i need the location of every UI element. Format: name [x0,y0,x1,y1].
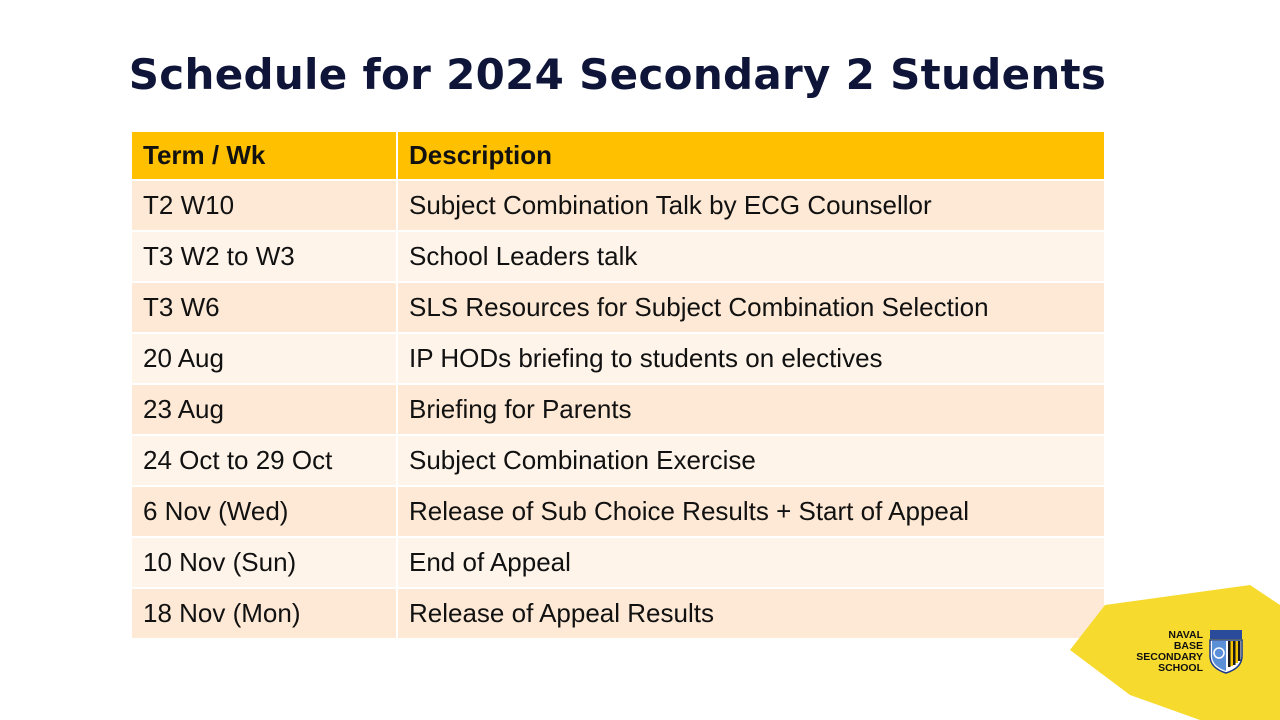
header-description: Description [397,131,1105,180]
cell-when: 23 Aug [131,384,397,435]
schedule-table [130,130,1106,640]
slide-title: Schedule for 2024 Secondary 2 Students [128,50,1107,99]
cell-description: Release of Sub Choice Results + Start of Appeal [397,486,1105,537]
cell-when: 18 Nov (Mon) [131,588,397,639]
table-row [131,486,1105,537]
school-name-logo [1120,630,1203,674]
cell-description: Briefing for Parents [397,384,1105,435]
table-row [131,588,1105,639]
cell-when: T3 W6 [131,282,397,333]
table-row [131,435,1105,486]
cell-when: T2 W10 [131,180,397,231]
cell-description: SLS Resources for Subject Combination Selection [397,282,1105,333]
table-row [131,282,1105,333]
table-row [131,180,1105,231]
logo-line: SCHOOL [1158,662,1203,674]
table-header-row [131,131,1105,180]
table-row [131,537,1105,588]
cell-description: Subject Combination Exercise [397,435,1105,486]
cell-when: 10 Nov (Sun) [131,537,397,588]
cell-description: Release of Appeal Results [397,588,1105,639]
table-row [131,384,1105,435]
cell-description: Subject Combination Talk by ECG Counsellor [397,180,1105,231]
table-row [131,333,1105,384]
school-crest-icon [1208,628,1244,674]
cell-when: 20 Aug [131,333,397,384]
cell-description: School Leaders talk [397,231,1105,282]
header-term-week: Term / Wk [131,131,397,180]
logo-line: NAVAL [1168,629,1203,641]
logo-line: BASE [1173,640,1203,652]
cell-when: 24 Oct to 29 Oct [131,435,397,486]
cell-description: IP HODs briefing to students on electives [397,333,1105,384]
logo-line: SECONDARY [1136,651,1203,663]
cell-when: 6 Nov (Wed) [131,486,397,537]
cell-description: End of Appeal [397,537,1105,588]
table-row [131,231,1105,282]
cell-when: T3 W2 to W3 [131,231,397,282]
